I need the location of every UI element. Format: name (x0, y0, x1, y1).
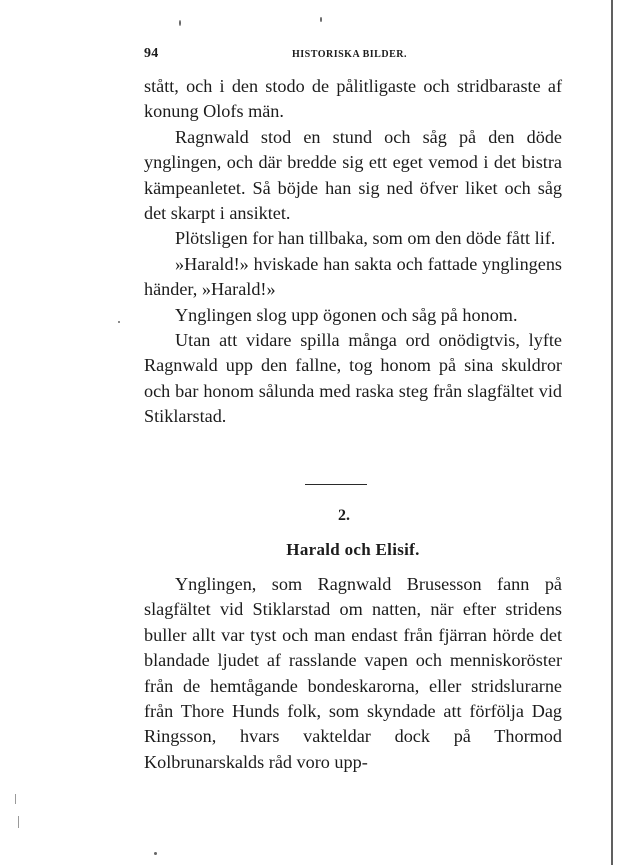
page-header (144, 46, 562, 66)
section-number: 2. (338, 507, 350, 524)
paragraph: Ragnwald stod en stund och såg på den döde ynglingen, och där bredde sig ett eget vemod i det bistra kämpeanletet. Så böjde han sig ned öfver liket och såg det skarpt i ansiktet. (144, 126, 562, 224)
print-speck (179, 20, 181, 26)
page-number: 94 (144, 46, 159, 61)
body-text-bottom (144, 572, 562, 775)
body-text-top (144, 74, 562, 430)
print-speck (320, 17, 322, 22)
margin-mark (18, 816, 19, 828)
section-divider (305, 484, 367, 485)
page-edge-line (611, 0, 613, 865)
print-speck (118, 321, 120, 323)
print-speck (154, 852, 157, 855)
paragraph: Ynglingen, som Ragnwald Brusesson fann på slagfältet vid Stiklarstad om natten, när efter stridens buller allt var tyst och man endast från fjärran hörde det blandade ljudet af rasslande vapen och menniskoröster från de hemtågande bondeskarorna, eller stridslurarne från Thore Hunds folk, som skyndade att förfölja Dag Ringsson, hvars vakteldar dock på Thormod Kolbrunarskalds råd voro upp- (144, 574, 562, 772)
running-title: HISTORISKA BILDER. (292, 49, 407, 60)
section-title: Harald och Elisif. (286, 540, 420, 559)
paragraph: »Harald!» hviskade han sakta och fattade ynglingens händer, »Harald!» (144, 253, 562, 300)
paragraph: Ynglingen slog upp ögonen och såg på honom. (175, 304, 518, 325)
paragraph: Utan att vidare spilla många ord onödigtvis, lyfte Ragnwald upp den fallne, tog honom på sina skuldror och bar honom sålunda med raska steg från slagfältet vid Stiklarstad. (144, 330, 562, 427)
margin-mark (15, 794, 16, 804)
paragraph: stått, och i den stodo de pålitligaste och stridbaraste af konung Olofs män. (144, 76, 562, 122)
paragraph: Plötsligen for han tillbaka, som om den döde fått lif. (175, 228, 556, 249)
